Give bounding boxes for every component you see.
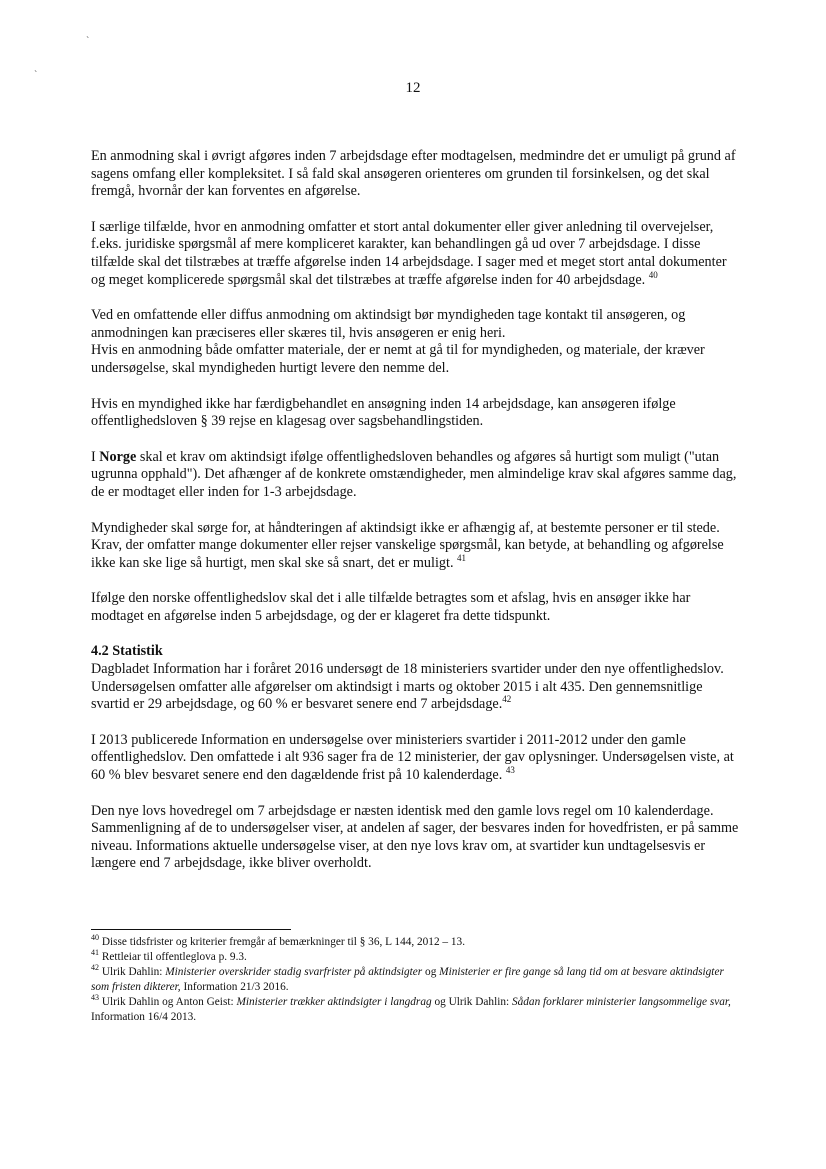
paragraph: I 2013 publicerede Information en undersøgelse over ministeriers svartider i 2011-2012 under den gamle offentlighedslov. Den omfattede i alt 936 sager fra de 12 ministerier, der gav oplysninger. Undersøgelsen viste, at 60 % blev besvaret senere end den dagældende frist på 10 kalenderdage. $^{43}$ bbox=[91, 731, 734, 784]
paragraph: Hvis en myndighed ikke har færdigbehandlet en ansøgning inden 14 arbejdsdage, kan ansøgeren ifølge offentlighedsloven § 39 rejse en klagesag over sagsbehandlingstiden. bbox=[91, 395, 676, 430]
paragraph: Dagbladet Information har i foråret 2016 undersøgt de 18 ministeriers svartider under den nye offentlighedslov. Undersøgelsen omfatter alle afgørelser om aktindsigt i marts og oktober 2015 i alt 435. Den gennemsnitlige svartid er 29 arbejdsdage, og 60 % er besvaret senere end 7 arbejdsdage.$^{42}$ bbox=[91, 661, 724, 713]
paragraph: En anmodning skal i øvrigt afgøres inden 7 arbejdsdage efter modtagelsen, medmindre det er umuligt på grund af sagens omfang eller kompleksitet. I så fald skal ansøgeren orienteres om grunden til forsinkelsen, og det skal fremgå, hvornår der kan forventes en afgørelse. bbox=[91, 148, 736, 200]
paragraph: I Norge skal et krav om aktindsigt ifølge offentlighedsloven behandles og afgøres så hurtigt som muligt ("utan ugrunna opphald"). Det afhænger af de konkrete omstændigheder, men almindelige krav skal afgøres samme dag, de er modtaget eller inden for 1-3 arbejdsdage. bbox=[91, 448, 737, 500]
footnote: $^{40}$ Disse tidsfrister og kriterier fremgår af bemærkninger til § 36, L 144, 2012 – 13. bbox=[91, 933, 466, 948]
footnote-divider bbox=[91, 929, 291, 930]
scan-speck: ` bbox=[86, 36, 90, 47]
bold-term: Norge bbox=[99, 448, 137, 465]
footnote-ref: 43 bbox=[505, 765, 515, 776]
paragraph: Ved en omfattende eller diffus anmodning om aktindsigt bør myndigheden tage kontakt til ansøgeren, og anmodningen kan præciseres eller skæres til, hvis ansøgeren er enig heri. Hvis en anmodning både omfatter materiale, der er nemt at gå til for myndigheden, og materiale, der kræver undersøgelse, skal myndigheden hurtigt levere den nemme del. bbox=[91, 307, 705, 376]
footnote: $^{43}$ Ulrik Dahlin og Anton Geist: Ministerier trækker aktindsigter i langdrag og Ulrik Dahlin: Sådan forklarer ministerier langsommelige svar, Information 16/4 2013. bbox=[91, 993, 731, 1023]
paragraph: Myndigheder skal sørge for, at håndteringen af aktindsigt ikke er afhængig af, at bestemte personer er til stede. Krav, der omfatter mange dokumenter eller rejser vanskelige spørgsmål, kan betyde, at behandling og afgørelse ikke kan ske lige så hurtigt, men skal ske så snart, det er muligt. $^{41}$ bbox=[91, 519, 724, 571]
paragraph: Ifølge den norske offentlighedslov skal det i alle tilfælde betragtes som et afslag, hvis en ansøger ikke har modtaget en afgørelse inden 5 arbejdsdage, og der er klageret fra dette tidspunkt. bbox=[91, 590, 691, 624]
footnotes bbox=[91, 935, 741, 1025]
paragraph: I særlige tilfælde, hvor en anmodning omfatter et stort antal dokumenter eller giver anledning til overvejelser, f.eks. juridiske spørgsmål af mere kompliceret karakter, kan behandlingen gå ud over 7 arbejdsdage. I disse tilfælde skal det tilstræbes at træffe afgørelse inden 14 arbejdsdage. I sager med et meget stort antal dokumenter og meget komplicerede spørgsmål skal det tilstræbes at træffe afgørelse inden for 40 arbejdsdage. $^{40}$ bbox=[91, 218, 727, 288]
footnote-ref: 40 bbox=[648, 269, 658, 280]
page-number: 12 bbox=[405, 80, 421, 96]
scan-speck: ` bbox=[34, 70, 38, 81]
footnote: $^{41}$ Rettleiar til offentleglova p. 9.3. bbox=[91, 948, 247, 963]
footnote-ref: 41 bbox=[457, 552, 467, 563]
section-heading: 4.2 Statistik bbox=[91, 643, 163, 660]
paragraph: Den nye lovs hovedregel om 7 arbejdsdage er næsten identisk med den gamle lovs regel om 10 kalenderdage. Sammenligning af de to undersøgelser viser, at andelen af sager, der besvares inden for hovedfristen, er på samme niveau. Informations aktuelle undersøgelse viser, at den nye lovs krav om, at svartider kun undtagelsesvis er længere end 7 arbejdsdage, ikke bliver overholdt. bbox=[91, 802, 739, 872]
footnote: $^{42}$ Ulrik Dahlin: Ministerier overskrider stadig svarfrister på aktindsigter og Ministerier er fire gange så lang tid om at besvare aktindsigter som fristen dikterer, Information 21/3 2016. bbox=[91, 963, 724, 993]
body-text bbox=[91, 148, 741, 891]
footnote-ref: 42 bbox=[502, 694, 512, 705]
